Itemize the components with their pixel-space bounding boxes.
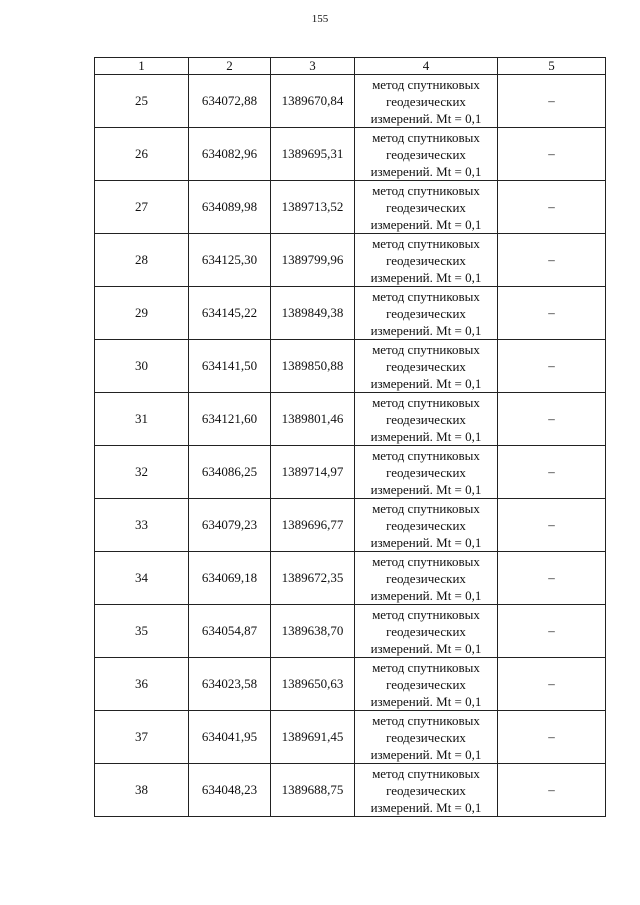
method-description bbox=[355, 499, 498, 552]
method-description bbox=[355, 181, 498, 234]
coord-x: 634121,60 bbox=[189, 393, 271, 446]
method-line-2: геодезических bbox=[386, 199, 466, 215]
coord-y: 1389713,52 bbox=[271, 181, 355, 234]
note-cell: – bbox=[498, 181, 606, 234]
coord-x: 634125,30 bbox=[189, 234, 271, 287]
table-row bbox=[95, 552, 606, 605]
table-row bbox=[95, 128, 606, 181]
point-number: 36 bbox=[95, 658, 189, 711]
note-cell: – bbox=[498, 605, 606, 658]
method-line-3: измерений. Mt = 0,1 bbox=[370, 693, 482, 709]
coord-y: 1389714,97 bbox=[271, 446, 355, 499]
table-row bbox=[95, 711, 606, 764]
method-line-2: геодезических bbox=[386, 252, 466, 268]
coord-x: 634145,22 bbox=[189, 287, 271, 340]
method-description bbox=[355, 711, 498, 764]
point-number: 37 bbox=[95, 711, 189, 764]
method-line-2: геодезических bbox=[386, 411, 466, 427]
method-line-3: измерений. Mt = 0,1 bbox=[370, 269, 482, 285]
coord-x: 634089,98 bbox=[189, 181, 271, 234]
method-description bbox=[355, 340, 498, 393]
table-row bbox=[95, 393, 606, 446]
header-col-1: 1 bbox=[95, 58, 189, 75]
table-row bbox=[95, 658, 606, 711]
note-cell: – bbox=[498, 128, 606, 181]
method-line-3: измерений. Mt = 0,1 bbox=[370, 534, 482, 550]
table-row bbox=[95, 499, 606, 552]
method-line-1: метод спутниковых bbox=[372, 235, 480, 251]
point-number: 27 bbox=[95, 181, 189, 234]
method-line-2: геодезических bbox=[386, 729, 466, 745]
table-row bbox=[95, 181, 606, 234]
method-line-3: измерений. Mt = 0,1 bbox=[370, 110, 482, 126]
note-cell: – bbox=[498, 340, 606, 393]
coord-x: 634079,23 bbox=[189, 499, 271, 552]
table-row bbox=[95, 605, 606, 658]
method-line-2: геодезических bbox=[386, 305, 466, 321]
method-line-1: метод спутниковых bbox=[372, 288, 480, 304]
coordinates-table bbox=[94, 57, 606, 817]
method-line-2: геодезических bbox=[386, 782, 466, 798]
header-col-5: 5 bbox=[498, 58, 606, 75]
method-line-2: геодезических bbox=[386, 623, 466, 639]
table-row bbox=[95, 234, 606, 287]
note-cell: – bbox=[498, 552, 606, 605]
method-line-2: геодезических bbox=[386, 517, 466, 533]
coord-y: 1389799,96 bbox=[271, 234, 355, 287]
coord-x: 634086,25 bbox=[189, 446, 271, 499]
point-number: 28 bbox=[95, 234, 189, 287]
coord-x: 634023,58 bbox=[189, 658, 271, 711]
method-line-3: измерений. Mt = 0,1 bbox=[370, 375, 482, 391]
point-number: 33 bbox=[95, 499, 189, 552]
method-line-1: метод спутниковых bbox=[372, 553, 480, 569]
header-col-3: 3 bbox=[271, 58, 355, 75]
table-row bbox=[95, 340, 606, 393]
point-number: 38 bbox=[95, 764, 189, 817]
method-description bbox=[355, 128, 498, 181]
method-line-2: геодезических bbox=[386, 570, 466, 586]
method-description bbox=[355, 764, 498, 817]
note-cell: – bbox=[498, 234, 606, 287]
method-line-3: измерений. Mt = 0,1 bbox=[370, 428, 482, 444]
method-line-3: измерений. Mt = 0,1 bbox=[370, 163, 482, 179]
note-cell: – bbox=[498, 499, 606, 552]
method-description bbox=[355, 658, 498, 711]
method-line-3: измерений. Mt = 0,1 bbox=[370, 481, 482, 497]
method-description bbox=[355, 75, 498, 128]
method-line-1: метод спутниковых bbox=[372, 182, 480, 198]
coord-y: 1389801,46 bbox=[271, 393, 355, 446]
point-number: 32 bbox=[95, 446, 189, 499]
point-number: 30 bbox=[95, 340, 189, 393]
coord-x: 634141,50 bbox=[189, 340, 271, 393]
table-body bbox=[95, 75, 606, 817]
point-number: 26 bbox=[95, 128, 189, 181]
method-line-1: метод спутниковых bbox=[372, 76, 480, 92]
method-line-1: метод спутниковых bbox=[372, 447, 480, 463]
method-line-3: измерений. Mt = 0,1 bbox=[370, 587, 482, 603]
coord-y: 1389670,84 bbox=[271, 75, 355, 128]
method-line-1: метод спутниковых bbox=[372, 129, 480, 145]
point-number: 29 bbox=[95, 287, 189, 340]
method-description bbox=[355, 605, 498, 658]
table-header bbox=[95, 58, 606, 75]
method-line-3: измерений. Mt = 0,1 bbox=[370, 746, 482, 762]
method-description bbox=[355, 287, 498, 340]
table-row bbox=[95, 446, 606, 499]
note-cell: – bbox=[498, 75, 606, 128]
method-line-2: геодезических bbox=[386, 146, 466, 162]
coord-y: 1389688,75 bbox=[271, 764, 355, 817]
method-line-1: метод спутниковых bbox=[372, 712, 480, 728]
coord-x: 634041,95 bbox=[189, 711, 271, 764]
method-line-1: метод спутниковых bbox=[372, 765, 480, 781]
coord-y: 1389849,38 bbox=[271, 287, 355, 340]
method-line-3: измерений. Mt = 0,1 bbox=[370, 216, 482, 232]
coord-y: 1389696,77 bbox=[271, 499, 355, 552]
header-col-4: 4 bbox=[355, 58, 498, 75]
point-number: 25 bbox=[95, 75, 189, 128]
note-cell: – bbox=[498, 658, 606, 711]
coord-x: 634072,88 bbox=[189, 75, 271, 128]
method-line-3: измерений. Mt = 0,1 bbox=[370, 799, 482, 815]
method-line-1: метод спутниковых bbox=[372, 659, 480, 675]
method-line-1: метод спутниковых bbox=[372, 394, 480, 410]
coord-y: 1389850,88 bbox=[271, 340, 355, 393]
method-line-2: геодезических bbox=[386, 676, 466, 692]
method-line-1: метод спутниковых bbox=[372, 341, 480, 357]
method-line-1: метод спутниковых bbox=[372, 500, 480, 516]
table-row bbox=[95, 287, 606, 340]
method-line-2: геодезических bbox=[386, 358, 466, 374]
coord-y: 1389672,35 bbox=[271, 552, 355, 605]
header-col-2: 2 bbox=[189, 58, 271, 75]
method-description bbox=[355, 446, 498, 499]
coord-x: 634048,23 bbox=[189, 764, 271, 817]
method-line-2: геодезических bbox=[386, 93, 466, 109]
note-cell: – bbox=[498, 764, 606, 817]
table-row bbox=[95, 764, 606, 817]
point-number: 31 bbox=[95, 393, 189, 446]
coord-x: 634082,96 bbox=[189, 128, 271, 181]
note-cell: – bbox=[498, 393, 606, 446]
point-number: 34 bbox=[95, 552, 189, 605]
method-description bbox=[355, 552, 498, 605]
header-row bbox=[95, 58, 606, 75]
coord-y: 1389638,70 bbox=[271, 605, 355, 658]
coord-x: 634054,87 bbox=[189, 605, 271, 658]
table-row bbox=[95, 75, 606, 128]
method-line-3: измерений. Mt = 0,1 bbox=[370, 322, 482, 338]
note-cell: – bbox=[498, 711, 606, 764]
coord-y: 1389650,63 bbox=[271, 658, 355, 711]
method-description bbox=[355, 393, 498, 446]
coord-y: 1389695,31 bbox=[271, 128, 355, 181]
method-description bbox=[355, 234, 498, 287]
note-cell: – bbox=[498, 287, 606, 340]
method-line-1: метод спутниковых bbox=[372, 606, 480, 622]
method-line-2: геодезических bbox=[386, 464, 466, 480]
coord-y: 1389691,45 bbox=[271, 711, 355, 764]
page-number: 155 bbox=[311, 13, 329, 25]
note-cell: – bbox=[498, 446, 606, 499]
coord-x: 634069,18 bbox=[189, 552, 271, 605]
point-number: 35 bbox=[95, 605, 189, 658]
method-line-3: измерений. Mt = 0,1 bbox=[370, 640, 482, 656]
